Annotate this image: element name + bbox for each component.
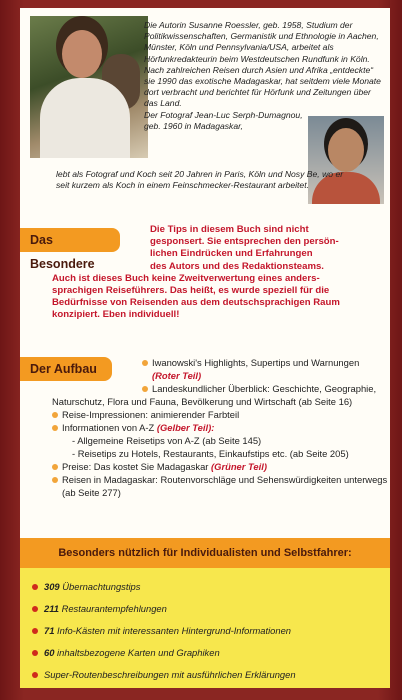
bullet-icon	[52, 464, 58, 470]
item-text: Preise: Das kostet Sie Madagaskar	[62, 461, 209, 472]
list-item	[52, 382, 398, 408]
bullet-icon	[52, 477, 58, 483]
besondere-line: gesponsert. Sie entsprechen den persön-	[150, 236, 339, 248]
feature-text: Super-Routenbeschreibungen mit ausführlichen Erklärungen	[44, 669, 296, 680]
aufbau-list	[52, 356, 398, 499]
list-item	[52, 356, 398, 382]
sub-item: - Reisetips zu Hotels, Restaurants, Einkaufstips etc. (ab Seite 205)	[72, 448, 349, 459]
item-section-label: (Grüner Teil)	[211, 461, 267, 472]
bullet-icon	[52, 412, 58, 418]
feature-count: 309	[44, 581, 60, 592]
bullet-icon	[32, 650, 38, 656]
list-item	[32, 598, 382, 620]
item-section-label: (Roter Teil)	[152, 370, 202, 381]
item-text: Iwanowski's Highlights, Supertips und Warnungen	[152, 357, 360, 368]
author-bio-text: Die Autorin Susanne Roessler, geb. 1958, Studium der Politikwissenschaften, Germanistik und Ethnologie in Aachen, Münster, Köln und Pennsylvania/USA, arbeitet als Hörfunkredakteurin beim Westdeutschen Rundfunk in Köln. Nach zahlreichen Reisen durch Asien und Afrika „entdeckte“ sie 1990 das exotische Madagaskar, hat seitdem viele Monate dort verbracht und berichtet für Hörfunk und Zeitungen über das Land.	[144, 20, 381, 109]
list-item	[52, 421, 398, 460]
das-besondere-tag: Das Besondere	[20, 228, 120, 252]
besondere-line: des Autors und des Redaktionsteams.	[150, 260, 324, 272]
feature-text: Übernachtungstips	[62, 581, 141, 592]
feature-text: Info-Kästen mit interessanten Hintergrund-Informationen	[57, 625, 292, 636]
features-list	[32, 576, 382, 686]
photographer-bio: lebt als Fotograf und Koch seit 20 Jahren in Paris, Köln und Nosy Be, wo er seit kurzem als Koch in einem Feinschmecker-Restaurant arbeitet.	[56, 169, 344, 191]
bullet-icon	[32, 628, 38, 634]
feature-count: 60	[44, 647, 55, 658]
item-text: Informationen von A-Z	[62, 422, 155, 433]
content-panel	[20, 8, 390, 688]
feature-count: 71	[44, 625, 55, 636]
besondere-line: Auch ist dieses Buch keine Zweitverwertung eines anders-	[52, 272, 320, 284]
list-item	[32, 642, 382, 664]
item-section-label: (Gelber Teil):	[156, 422, 215, 433]
besondere-line: Die Tips in diesem Buch sind nicht	[150, 224, 309, 235]
besondere-line: konzipiert. Eben individuell!	[52, 309, 180, 321]
list-item	[32, 576, 382, 598]
besondere-line: sprachigen Reiseführers. Das heißt, es wurde speziell für die	[52, 285, 330, 297]
list-item	[52, 473, 398, 499]
sub-item: - Allgemeine Reisetips von A-Z (ab Seite 145)	[72, 435, 262, 446]
features-title: Besonders nützlich für Individualisten und Selbstfahrer:	[20, 538, 390, 568]
list-item	[32, 664, 382, 686]
photographer-bio-start: Der Fotograf Jean-Luc Serph-Dumagnou, geb. 1960 in Madagaskar,	[144, 109, 303, 131]
besondere-line: lichen Eindrücken und Erfahrungen	[150, 248, 313, 260]
feature-count: 211	[44, 603, 59, 614]
feature-text: inhaltsbezogene Karten und Graphiken	[57, 647, 220, 658]
bullet-icon	[142, 360, 148, 366]
bullet-icon	[52, 425, 58, 431]
bullet-icon	[142, 386, 148, 392]
bullet-icon	[32, 672, 38, 678]
author-head	[62, 30, 102, 78]
besondere-text	[52, 224, 388, 322]
list-item	[32, 620, 382, 642]
list-item	[52, 408, 398, 421]
bullet-icon	[32, 584, 38, 590]
features-box	[20, 538, 390, 688]
item-text: Landeskundlicher Überblick: Geschichte, Geographie, Naturschutz, Flora und Fauna, Bevölkerung und Wirtschaft (ab Seite 16)	[52, 383, 377, 407]
feature-text: Restaurantempfehlungen	[61, 603, 167, 614]
besondere-line: Bedürfnisse von Reisenden aus dem deutschsprachigen Raum	[52, 297, 340, 309]
author-body	[40, 78, 130, 158]
bullet-icon	[32, 606, 38, 612]
item-text: Reisen in Madagaskar: Routenvorschläge und Sehenswürdigkeiten unterwegs (ab Seite 277)	[62, 474, 388, 498]
features-body	[20, 568, 390, 688]
der-aufbau-tag: Der Aufbau	[20, 357, 112, 381]
item-text: Reise-Impressionen: animierender Farbteil	[62, 409, 240, 420]
list-item	[52, 460, 398, 473]
author-photo	[30, 16, 148, 158]
photographer-head	[328, 128, 364, 172]
